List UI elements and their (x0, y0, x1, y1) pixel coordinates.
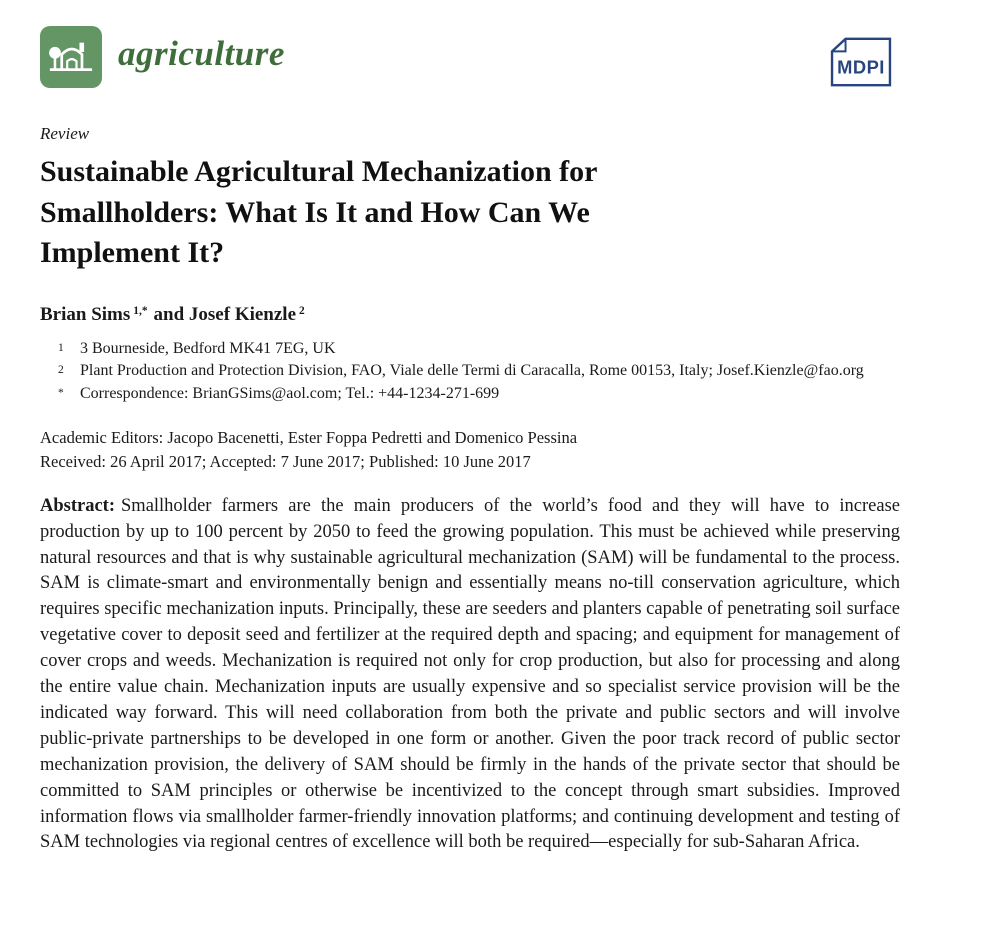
authors-line (40, 304, 900, 326)
dates-line: Received: 26 April 2017; Accepted: 7 June 2017; Published: 10 June 2017 (40, 451, 531, 471)
article (40, 124, 900, 856)
author-name-2: and Josef Kienzle (153, 303, 297, 325)
affiliations-block (58, 338, 900, 406)
affiliation-row-1 (58, 338, 900, 361)
abstract-text: Smallholder farmers are the main producers of the world’s food and they will have to increase production by up to 100 percent by 2050 to feed the growing population. This must be achieved while preserving natural resources and that is why sustainable agricultural mechanization (SAM) will be fundamental to the process. SAM is climate-smart and environmentally benign and essentially means no-till conservation agriculture, which requires specific mechanization inputs. Principally, these are seeders and planters capable of penetrating soil surface vegetative cover to deposit seed and fertilizer at the required depth and spacing; and equipment for management of cover crops and weeds. Mechanization is required not only for crop production, but also for processing and along the entire value chain. Mechanization inputs are usually expensive and so specialist service provision will be the indicated way forward. This will need collaboration from both the private and public sectors and will involve public-private partnerships to be developed in one form or another. Given the poor track record of public sector mechanization provision, the delivery of SAM should be firmly in the hands of the private sector that should be committed to SAM principles or otherwise be incentivized to the concept through smart subsidies. Improved information flows via smallholder farmer-friendly innovation platforms; and continuing development and testing of SAM technologies via regional centres of excellence will both be required—especially for sub-Saharan Africa. (40, 495, 900, 853)
journal-header (40, 26, 900, 90)
correspondence-text: Correspondence: BrianGSims@aol.com; Tel.: +44-1234-271-699 (80, 384, 500, 402)
correspondence-marker: * (58, 386, 64, 399)
affiliation-row-2 (58, 360, 900, 383)
author-name-1: Brian Sims (40, 303, 131, 325)
article-title: Sustainable Agricultural Mechanization for Smallholders: What Is It and How Can We Implement It? (40, 155, 597, 269)
abstract-label: Abstract: (40, 495, 116, 516)
journal-name: agriculture (118, 34, 285, 73)
affiliation-text: 3 Bourneside, Bedford MK41 7EG, UK (80, 339, 336, 357)
affiliation-text: Plant Production and Protection Division, FAO, Viale delle Termi di Caracalla, Rome 00153, Italy; Josef.Kienzle@fao.org (80, 362, 864, 380)
affiliation-marker: 1 (58, 341, 64, 354)
correspondence-row (58, 383, 900, 406)
academic-editors-line: Academic Editors: Jacopo Bacenetti, Ester Foppa Pedretti and Domenico Pessina (40, 427, 578, 447)
agriculture-journal-logo-icon (40, 26, 102, 88)
article-type-label: Review (40, 124, 90, 143)
journal-brand (40, 26, 285, 88)
editorial-meta-block (40, 426, 900, 474)
mdpi-logo-icon (822, 34, 900, 90)
author-1-affiliation-marker: 1,* (133, 304, 148, 317)
mdpi-logo-text: MDPI (837, 56, 885, 78)
abstract-paragraph (40, 494, 900, 856)
author-2-affiliation-marker: 2 (299, 304, 305, 317)
affiliation-marker: 2 (58, 364, 64, 377)
